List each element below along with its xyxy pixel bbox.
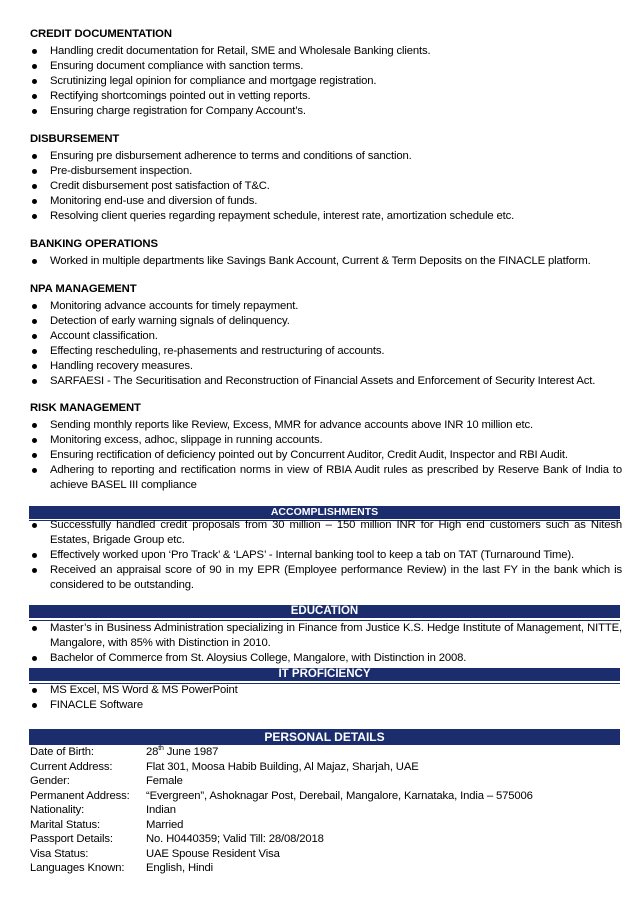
list-item: Detection of early warning signals of delinquency.	[30, 314, 622, 329]
accomplishments-heading-bar: ACCOMPLISHMENTS	[29, 506, 620, 519]
list-item: Handling recovery measures.	[30, 359, 622, 374]
detail-label: Passport Details:	[30, 833, 113, 845]
detail-label: Date of Birth:	[30, 746, 94, 758]
npa-management-list	[30, 299, 622, 389]
list-item: Successfully handled credit proposals from 30 million – 150 million INR for High end customers such as Nitesh Estates, Brigade Group etc.	[30, 518, 622, 548]
list-item: Sending monthly reports like Review, Excess, MMR for advance accounts above INR 10 million etc.	[30, 418, 622, 433]
list-item: FINACLE Software	[30, 698, 622, 713]
detail-value: Indian	[146, 804, 176, 816]
list-item: Rectifying shortcomings pointed out in vetting reports.	[30, 89, 622, 104]
education-list	[30, 621, 622, 666]
list-item: Adhering to reporting and rectification norms in view of RBIA Audit rules as prescribed by Reserve Bank of India to achieve BASEL III compliance	[30, 463, 622, 493]
risk-management-heading: RISK MANAGEMENT	[30, 402, 141, 414]
personal-details-heading-bar: PERSONAL DETAILS	[29, 729, 620, 745]
personal-detail-row	[30, 774, 622, 789]
list-item: Monitoring end-use and diversion of funds.	[30, 194, 622, 209]
list-item: Effecting rescheduling, re-phasements and restructuring of accounts.	[30, 344, 622, 359]
disbursement-list	[30, 149, 622, 224]
list-item: MS Excel, MS Word & MS PowerPoint	[30, 683, 622, 698]
detail-value: Flat 301, Moosa Habib Building, Al Majaz, Sharjah, UAE	[146, 760, 419, 773]
personal-detail-row	[30, 745, 622, 760]
personal-detail-row	[30, 847, 622, 862]
detail-label: Permanent Address:	[30, 789, 130, 802]
list-item: Ensuring pre disbursement adherence to terms and conditions of sanction.	[30, 149, 622, 164]
list-item: Received an appraisal score of 90 in my EPR (Employee performance Review) in the last FY in the bank which is considered to be outstanding.	[30, 563, 622, 593]
detail-value: “Evergreen”, Ashoknagar Post, Derebail, Mangalore, Karnataka, India – 575006	[146, 789, 533, 802]
detail-label: Marital Status:	[30, 818, 100, 831]
personal-details-table	[30, 745, 622, 876]
detail-label: Gender:	[30, 775, 70, 787]
list-item: Monitoring excess, adhoc, slippage in running accounts.	[30, 433, 622, 448]
list-item: Monitoring advance accounts for timely repayment.	[30, 299, 622, 314]
it-proficiency-heading-bar: IT PROFICIENCY	[29, 668, 620, 681]
list-item: Handling credit documentation for Retail, SME and Wholesale Banking clients.	[30, 44, 622, 59]
risk-management-list	[30, 418, 622, 493]
list-item: Ensuring rectification of deficiency pointed out by Concurrent Auditor, Credit Audit, Inspector and RBI Audit.	[30, 448, 622, 463]
list-item: Ensuring document compliance with sanction terms.	[30, 59, 622, 74]
detail-label: Languages Known:	[30, 862, 125, 874]
list-item: Scrutinizing legal opinion for compliance and mortgage registration.	[30, 74, 622, 89]
detail-value: UAE Spouse Resident Visa	[146, 847, 280, 860]
detail-value: 28th June 1987	[146, 745, 219, 758]
detail-label: Current Address:	[30, 760, 113, 773]
detail-value: Married	[146, 818, 184, 831]
detail-value: No. H0440359; Valid Till: 28/08/2018	[146, 833, 324, 845]
personal-detail-row	[30, 760, 622, 775]
detail-value: English, Hindi	[146, 862, 213, 874]
list-item: Resolving client queries regarding repayment schedule, interest rate, amortization schedule etc.	[30, 209, 622, 224]
detail-value: Female	[146, 775, 183, 787]
personal-detail-row	[30, 789, 622, 804]
personal-detail-row	[30, 861, 622, 876]
credit-documentation-list	[30, 44, 622, 119]
list-item: Effectively worked upon ‘Pro Track’ & ‘LAPS’ - Internal banking tool to keep a tab on TAT (Turnaround Time).	[30, 548, 622, 563]
npa-management-heading: NPA MANAGEMENT	[30, 283, 137, 295]
personal-detail-row	[30, 832, 622, 847]
list-item: Bachelor of Commerce from St. Aloysius College, Mangalore, with Distinction in 2008.	[30, 651, 622, 666]
list-item: SARFAESI - The Securitisation and Reconstruction of Financial Assets and Enforcement of Security Interest Act.	[30, 374, 622, 389]
list-item: Pre-disbursement inspection.	[30, 164, 622, 179]
personal-detail-row	[30, 818, 622, 833]
detail-label: Visa Status:	[30, 847, 89, 860]
disbursement-heading: DISBURSEMENT	[30, 133, 120, 145]
list-item: Credit disbursement post satisfaction of T&C.	[30, 179, 622, 194]
detail-label: Nationality:	[30, 804, 85, 816]
credit-documentation-heading: CREDIT DOCUMENTATION	[30, 28, 172, 40]
list-item: Worked in multiple departments like Savings Bank Account, Current & Term Deposits on the FINACLE platform.	[30, 254, 622, 269]
accomplishments-list	[30, 518, 622, 593]
banking-operations-list	[30, 254, 622, 269]
list-item: Ensuring charge registration for Company Account’s.	[30, 104, 622, 119]
list-item: Account classification.	[30, 329, 622, 344]
education-heading-bar: EDUCATION	[29, 605, 620, 618]
banking-operations-heading: BANKING OPERATIONS	[30, 238, 158, 250]
personal-detail-row	[30, 803, 622, 818]
list-item: Master’s in Business Administration specializing in Finance from Justice K.S. Hedge Institute of Management, NITTE, Mangalore, with 85% with Distinction in 2010.	[30, 621, 622, 651]
it-proficiency-list	[30, 683, 622, 713]
